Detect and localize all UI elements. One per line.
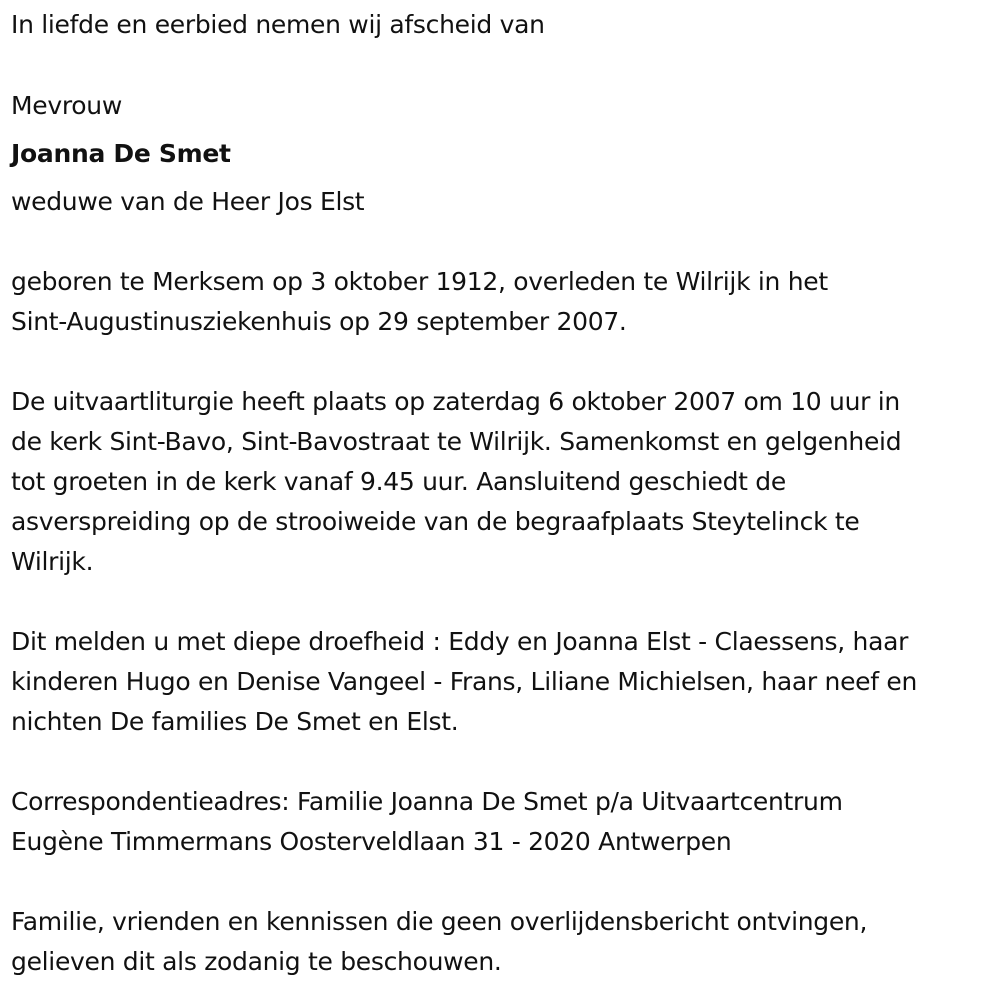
title-text: Mevrouw (11, 91, 122, 120)
paragraph-line: tot groeten in de kerk vanaf 9.45 uur. Aansluitend geschiedt de (11, 467, 786, 496)
paragraph-line: nichten De families De Smet en Elst. (11, 707, 459, 736)
paragraph-line: Wilrijk. (11, 547, 94, 576)
paragraph-line: asverspreiding op de strooiweide van de begraafplaats Steytelinck te (11, 507, 860, 536)
paragraph-line: Eugène Timmermans Oosterveldlaan 31 - 2020 Antwerpen (11, 827, 732, 856)
deceased-name: Joanna De Smet (11, 139, 231, 168)
paragraph-line: Familie, vrienden en kennissen die geen overlijdensbericht ontvingen, (11, 907, 868, 936)
paragraph-line: kinderen Hugo en Denise Vangeel - Frans, Liliane Michielsen, haar neef en (11, 667, 918, 696)
paragraph-line: geboren te Merksem op 3 oktober 1912, overleden te Wilrijk in het (11, 267, 828, 296)
paragraph-line: De uitvaartliturgie heeft plaats op zaterdag 6 oktober 2007 om 10 uur in (11, 387, 900, 416)
relation-text: weduwe van de Heer Jos Elst (11, 187, 365, 216)
paragraph-line: Sint-Augustinusziekenhuis op 29 september 2007. (11, 307, 627, 336)
intro-text: In liefde en eerbied nemen wij afscheid van (11, 10, 545, 39)
paragraph-line: gelieven dit als zodanig te beschouwen. (11, 947, 502, 976)
paragraph-line: de kerk Sint-Bavo, Sint-Bavostraat te Wilrijk. Samenkomst en gelgenheid (11, 427, 902, 456)
paragraph-line: Correspondentieadres: Familie Joanna De Smet p/a Uitvaartcentrum (11, 787, 843, 816)
paragraph-line: Dit melden u met diepe droefheid : Eddy en Joanna Elst - Claessens, haar (11, 627, 909, 656)
